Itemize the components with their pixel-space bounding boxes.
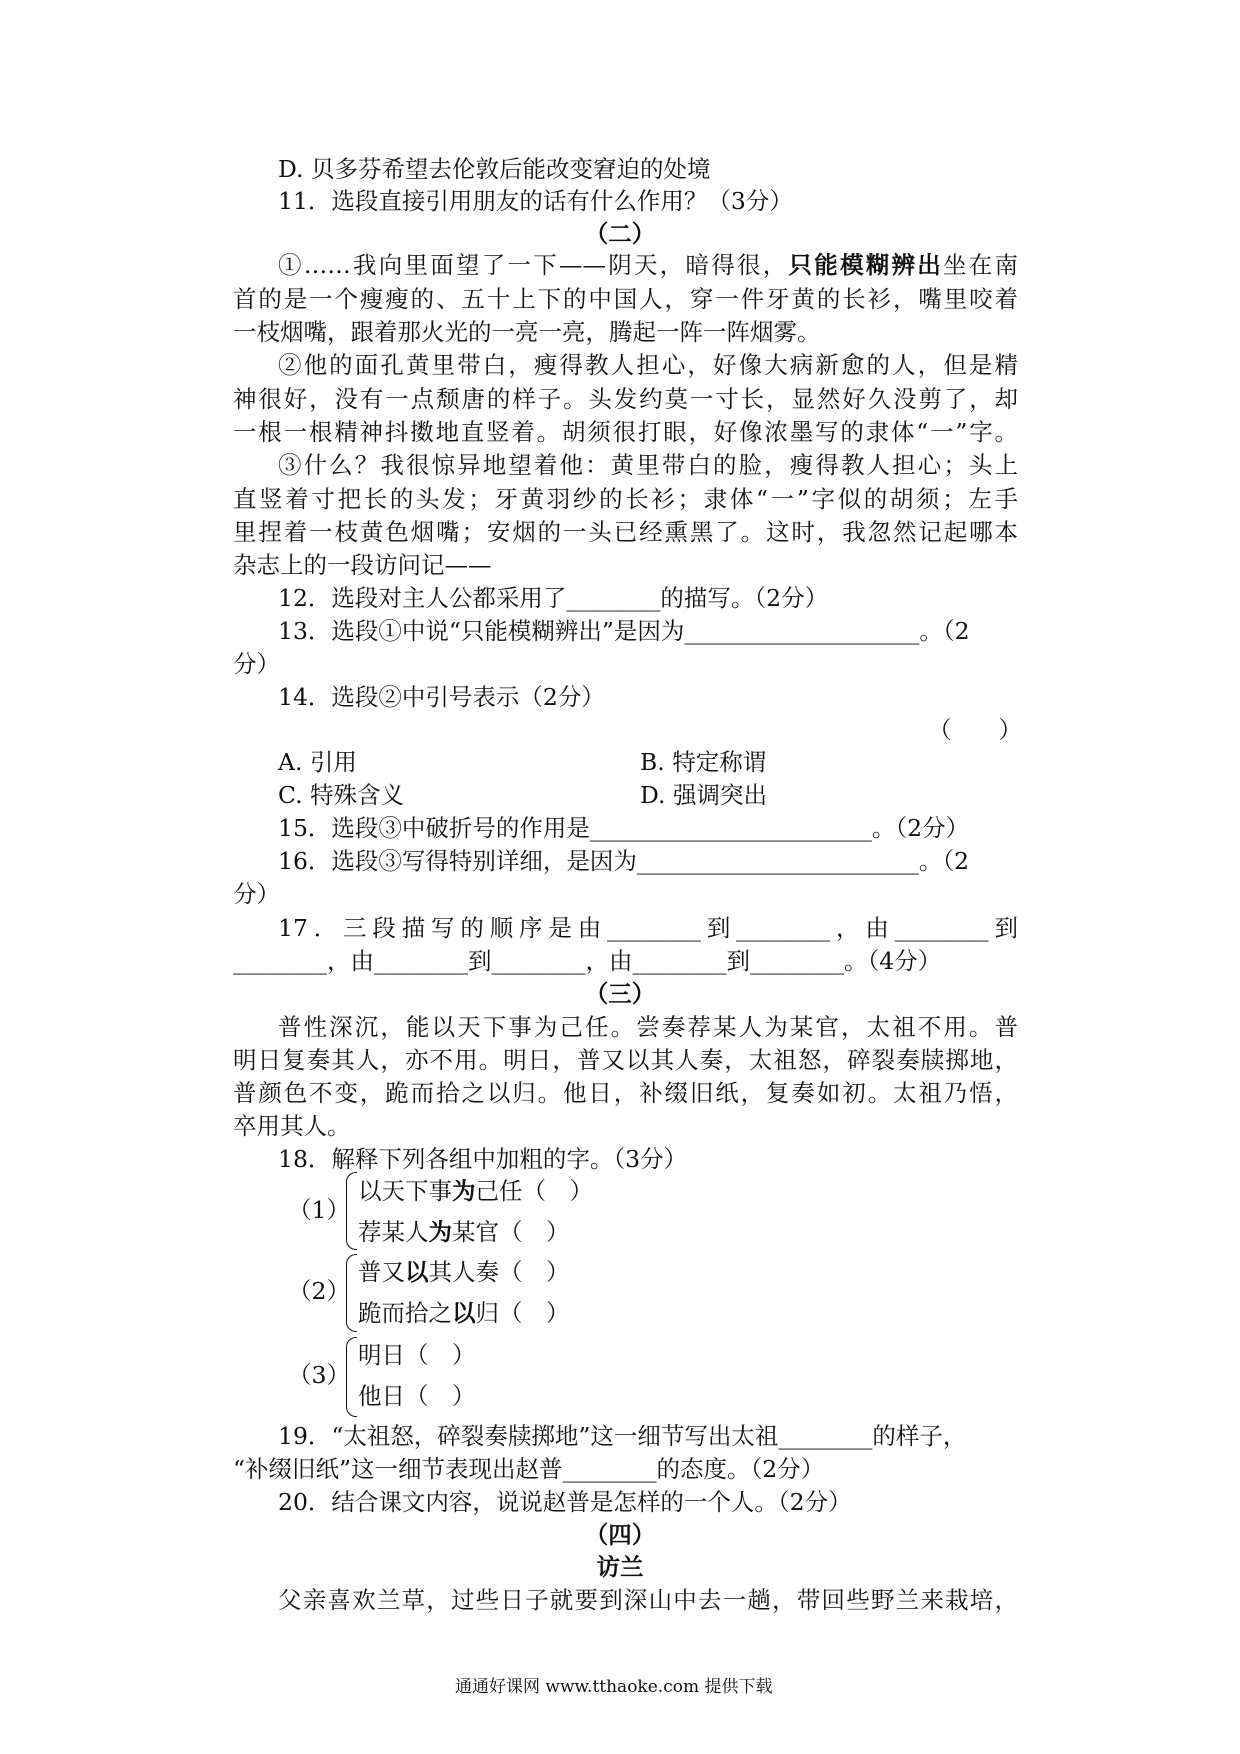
- group-3-item-2: 他日（ ）: [358, 1382, 476, 1410]
- paragraph-4-line-2: 明日复奏其人，亦不用。明日，普又以其人奏，太祖怒，碎裂奏牍掷地，: [233, 1046, 1018, 1074]
- group-2-brace: [346, 1254, 357, 1332]
- paragraph-3-line-3: 里捏着一枝黄色烟嘴；安烟的一头已经熏黑了。这时，我忽然记起哪本: [233, 518, 1018, 546]
- question-11: 11．选段直接引用朋友的话有什么作用？（3分）: [278, 187, 793, 215]
- article-title: 访兰: [596, 1553, 644, 1581]
- paragraph-3-line-4: 杂志上的一段访问记——: [233, 551, 492, 579]
- paragraph-5-line-1: 父亲喜欢兰草，过些日子就要到深山中去一趟，带回些野兰来栽培，: [278, 1586, 1018, 1614]
- paragraph-1-line-1: ①……我向里面望了一下——阴天，暗得很，只能模糊辨出坐在南: [278, 251, 1018, 279]
- group-3-label: （3）: [288, 1361, 350, 1389]
- section-heading-3: （三）: [584, 980, 656, 1008]
- group-2-item-2: 跪而拾之以归（ ）: [358, 1299, 570, 1327]
- option-a: A. 引用: [278, 748, 357, 776]
- paragraph-2-line-1: ②他的面孔黄里带白，瘦得教人担心，好像大病新愈的人，但是精: [278, 351, 1018, 379]
- group-1-label: （1）: [288, 1196, 350, 1224]
- paragraph-4-line-3: 普颜色不变，跪而拾之以归。他日，补缀旧纸，复奏如初。太祖乃悟，: [233, 1079, 1018, 1107]
- question-12: 12．选段对主人公都采用了________的描写。（2分）: [278, 584, 829, 612]
- paragraph-1-line-2: 首的是一个瘦瘦的、五十上下的中国人，穿一件牙黄的长衫，嘴里咬着: [233, 285, 1018, 313]
- question-16-line-1: 16．选段③写得特别详细，是因为________________________。（2: [278, 847, 970, 875]
- question-17-line-2: ________，由________到________，由________到________。（4分）: [233, 947, 942, 975]
- question-13-line-1: 13．选段①中说“只能模糊辨出”是因为____________________。（2: [278, 617, 970, 645]
- paragraph-2-line-3: 一根一根精神抖擞地直竖着。胡须很打眼，好像浓墨写的隶体“一”字。: [233, 418, 1018, 446]
- question-13-line-2: 分）: [233, 650, 280, 678]
- question-17-line-1: 17．三段描写的顺序是由________到________，由________到: [278, 914, 1018, 942]
- group-3-brace: [346, 1337, 357, 1417]
- footer-download-note: 通通好课网 www.tthaoke.com 提供下载: [455, 1677, 773, 1697]
- question-14: 14．选段②中引号表示（2分）: [278, 683, 605, 711]
- paragraph-2-line-2: 神很好，没有一点颓唐的样子。头发约莫一寸长，显然好久没剪了，却: [233, 385, 1018, 413]
- group-1-item-2: 荐某人为某官（ ）: [358, 1218, 570, 1246]
- group-2-label: （2）: [288, 1277, 350, 1305]
- option-b: B. 特定称谓: [640, 748, 767, 776]
- question-16-line-2: 分）: [233, 880, 280, 908]
- section-heading-4: （四）: [584, 1521, 656, 1549]
- option-c: C. 特殊含义: [278, 781, 405, 809]
- question-19-line-2: “补缀旧纸”这一细节表现出赵普________的态度。（2分）: [233, 1455, 825, 1483]
- paragraph-4-line-4: 卒用其人。: [233, 1112, 351, 1140]
- option-d-line: D. 贝多芬希望去伦敦后能改变窘迫的处境: [278, 155, 711, 183]
- option-d: D. 强调突出: [640, 781, 767, 809]
- group-3-item-1: 明日（ ）: [358, 1341, 476, 1369]
- question-20: 20．结合课文内容，说说赵普是怎样的一个人。（2分）: [278, 1488, 852, 1516]
- group-1-item-1: 以天下事为己任（ ）: [358, 1177, 593, 1205]
- question-19-line-1: 19．“太祖怒，碎裂奏牍掷地”这一细节写出太祖________的样子，: [278, 1422, 967, 1450]
- question-15: 15．选段③中破折号的作用是________________________。（2分）: [278, 814, 970, 842]
- paragraph-3-line-2: 直竖着寸把长的头发；牙黄羽纱的长衫；隶体“一”字似的胡须；左手: [233, 485, 1018, 513]
- paragraph-1-line-3: 一枝烟嘴，跟着那火光的一亮一亮，腾起一阵一阵烟雾。: [233, 318, 821, 346]
- section-heading-2: （二）: [584, 220, 656, 248]
- question-14-answer-paren: （ ）: [928, 716, 1022, 744]
- question-18: 18．解释下列各组中加粗的字。（3分）: [278, 1145, 688, 1173]
- paragraph-4-line-1: 普性深沉，能以天下事为己任。尝奏荐某人为某官，太祖不用。普: [278, 1013, 1018, 1041]
- group-1-brace: [346, 1172, 357, 1250]
- group-2-item-1: 普又以其人奏（ ）: [358, 1258, 570, 1286]
- paragraph-3-line-1: ③什么？我很惊异地望着他：黄里带白的脸，瘦得教人担心；头上: [278, 451, 1018, 479]
